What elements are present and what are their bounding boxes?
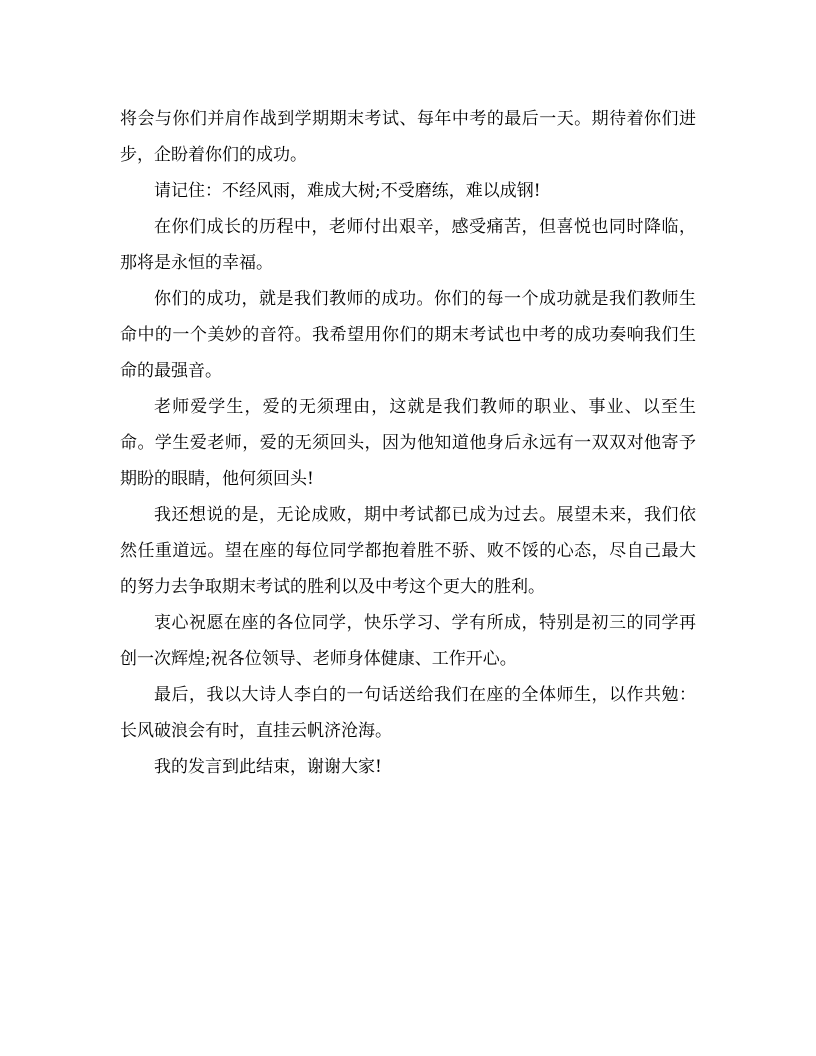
- paragraph-future: 我还想说的是，无论成败，期中考试都已成为过去。展望未来，我们依然任重道远。望在座的每位同学都抱着胜不骄、败不馁的心态，尽自己最大的努力去争取期末考试的胜利以及中考这个更大的胜利。: [120, 505, 696, 597]
- paragraph-motto: 请记住：不经风雨，难成大树;不受磨练，难以成钢!: [154, 181, 541, 201]
- paragraph-thanks: 我的发言到此结束，谢谢大家!: [154, 757, 382, 777]
- paragraph-growth: 在你们成长的历程中，老师付出艰辛，感受痛苦，但喜悦也同时降临，那将是永恒的幸福。: [120, 217, 696, 273]
- paragraph-success: 你们的成功，就是我们教师的成功。你们的每一个成功就是我们教师生命中的一个美妙的音符。我希望用你们的期末考试也中考的成功奏响我们生命的最强音。: [120, 289, 696, 381]
- paragraph-closing-quote: 最后，我以大诗人李白的一句话送给我们在座的全体师生，以作共勉：长风破浪会有时，直挂云帆济沧海。: [120, 685, 696, 741]
- paragraph-continuation: 将会与你们并肩作战到学期期末考试、每年中考的最后一天。期待着你们进步，企盼着你们的成功。: [120, 109, 696, 165]
- paragraph-teacher-love: 老师爱学生，爱的无须理由，这就是我们教师的职业、事业、以至生命。学生爱老师，爱的无须回头，因为他知道他身后永远有一双双对他寄予期盼的眼睛，他何须回头!: [120, 397, 696, 489]
- document-body: [120, 101, 696, 785]
- paragraph-wishes: 衷心祝愿在座的各位同学，快乐学习、学有所成，特别是初三的同学再创一次辉煌;祝各位领导、老师身体健康、工作开心。: [120, 613, 696, 669]
